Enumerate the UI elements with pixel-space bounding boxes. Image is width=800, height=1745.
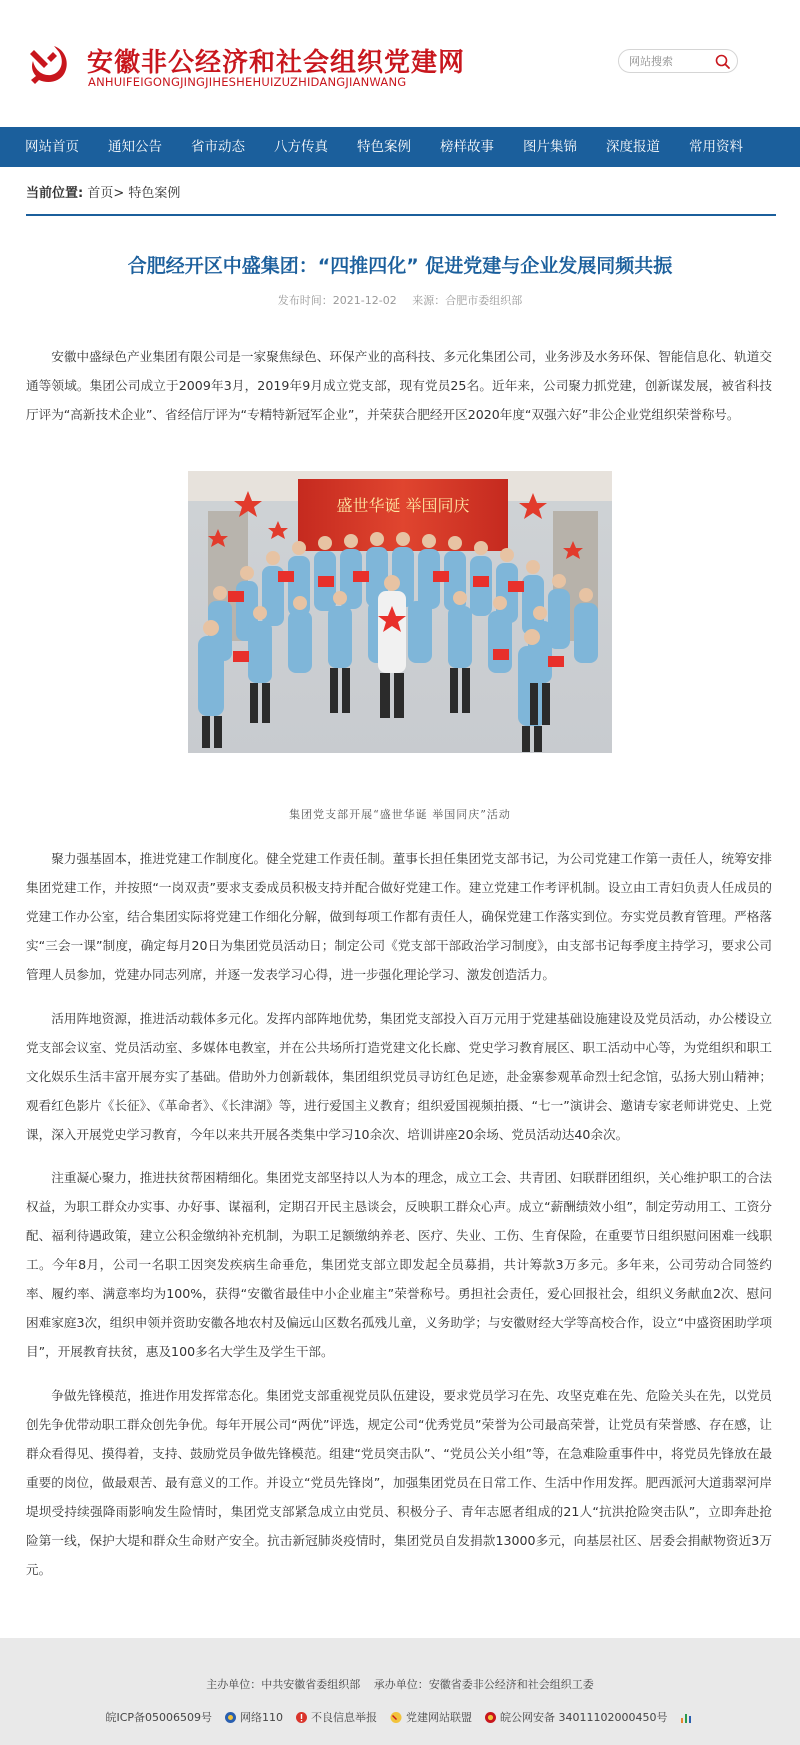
search-box: [618, 49, 738, 73]
footer-police-text: 皖公网安备 34011102000450号: [500, 1711, 668, 1724]
footer-police-link[interactable]: [484, 1709, 667, 1725]
article-intro: 安徽中盛绿色产业集团有限公司是一家聚焦绿色、环保产业的高科技、多元化集团公司，业务涉及水务环保、智能信息化、轨道交通等领域。集团公司成立于2009年3月，2019年9月成立党支部，现有党员25名。近年来，公司聚力抓党建，创新谋发展，被省科技厅评为“高新技术企业”、省经信厅评为“专精特新冠军企业”，并荣获合肥经开区2020年度“双强六好”非公企业党组织荣誉称号。: [26, 349, 772, 422]
article-paragraph-3: 注重凝心聚力，推进扶贫帮困精细化。集团党支部坚持以人为本的理念，成立工会、共青团、妇联群团组织，关心维护职工的合法权益，为职工群众办实事、办好事、谋福利，定期召开民主恳谈会，反映职工群众心声。成立“薪酬绩效小组”，制定劳动用工、工资分配、福利待遇政策，建立公积金缴纳补充机制，为职工足额缴纳养老、医疗、失业、工伤、生育保险，在重要节日组织慰问困难一线职工。今年8月，公司一名职工因突发疾病生命垂危，集团党支部立即发起全员募捐，共计筹款3万多元。多年来，公司劳动合同签约率、履约率、满意率均为100%，获得“安徽省最佳中小企业雇主”荣誉称号。勇担社会责任，爱心回报社会，组织义务献血2次、慰问困难家庭3次，组织申领并资助安徽各地农村及偏远山区数名孤残儿童，义务助学；与安徽财经大学等高校合作，设立“中盛资困助学项目”，开展教育扶贫，惠及100多名大学生及学生干部。: [26, 1170, 772, 1359]
footer-stats-link[interactable]: [680, 1711, 695, 1724]
publish-date: [278, 294, 397, 307]
footer-organizer: 承办单位：安徽省委非公经济和社会组织工委: [373, 1678, 594, 1691]
public-security-icon: [484, 1711, 497, 1724]
search-icon[interactable]: [714, 53, 731, 70]
article-title: 合肥经开区中盛集团：“四推四化” 促进党建与企业发展同频共振: [127, 255, 673, 277]
nav-item-fax[interactable]: 八方传真: [274, 139, 328, 155]
breadcrumb-separator: >: [113, 186, 125, 201]
footer-icp-text: 皖ICP备05006509号: [105, 1711, 213, 1724]
nav-item-role-models[interactable]: 榜样故事: [440, 139, 494, 155]
footer-links: [0, 1709, 800, 1725]
footer-net110-link[interactable]: [224, 1709, 283, 1725]
main-nav: [0, 127, 800, 167]
nav-item-gallery[interactable]: 图片集锦: [523, 139, 577, 155]
party-emblem-small-icon: [389, 1711, 403, 1724]
stats-chart-icon: [680, 1711, 692, 1724]
breadcrumb-home[interactable]: 首页: [87, 186, 114, 201]
footer-report-text: 不良信息举报: [311, 1711, 378, 1724]
article-source: [412, 294, 522, 307]
site-header: [0, 0, 800, 127]
site-title[interactable]: 安徽非公经济和社会组织党建网: [87, 48, 466, 78]
police-badge-icon: [224, 1711, 237, 1724]
photo-caption: 集团党支部开展“盛世华诞 举国同庆”活动: [289, 808, 511, 821]
group-photo-image: [188, 471, 612, 753]
breadcrumb: [26, 182, 180, 201]
nav-item-in-depth[interactable]: 深度报道: [606, 139, 660, 155]
nav-item-notices[interactable]: 通知公告: [108, 139, 162, 155]
footer-organizers: [0, 1676, 800, 1692]
article-source-value: 合肥市委组织部: [445, 294, 523, 307]
site-pinyin: ANHUIFEIGONGJINGJIHESHEHUIZUZHIDANGJIANWANG: [88, 75, 407, 89]
breadcrumb-label: 当前位置:: [26, 186, 84, 201]
nav-item-resources[interactable]: 常用资料: [689, 139, 743, 155]
footer-party-site-link[interactable]: [389, 1709, 472, 1725]
breadcrumb-divider: [26, 214, 776, 216]
search-input[interactable]: [629, 53, 713, 69]
breadcrumb-current[interactable]: 特色案例: [128, 186, 181, 201]
photo-banner-text: 盛世华诞 举国同庆: [336, 496, 470, 515]
article-meta: [0, 292, 800, 308]
footer-party-site-text: 党建网站联盟: [406, 1711, 473, 1724]
publish-date-label: 发布时间：: [277, 294, 333, 307]
party-emblem-icon[interactable]: [26, 40, 76, 88]
site-footer: [0, 1638, 800, 1745]
report-icon: [295, 1711, 308, 1724]
nav-item-home[interactable]: 网站首页: [25, 139, 79, 155]
footer-net110-text: 网络110: [240, 1711, 284, 1724]
footer-report-link[interactable]: [295, 1709, 377, 1725]
article-paragraph-1: 聚力强基固本，推进党建工作制度化。健全党建工作责任制。董事长担任集团党支部书记，为公司党建工作第一责任人，统筹安排集团党建工作，并按照“一岗双责”要求支委成员积极支持并配合做好党建工作。建立党建工作考评机制。设立由工青妇负责人任成员的党建工作办公室，结合集团实际将党建工作细化分解，做到每项工作都有责任人，确保党建工作落实到位。夯实党员教育管理。严格落实“三会一课”制度，确定每月20日为集团党员活动日；制定公司《党支部干部政治学习制度》，由支部书记每季度主持学习，要求公司管理人员参加，党建办同志列席，并逐一发表学习心得，进一步强化理论学习、激发创造活力。: [26, 851, 772, 982]
publish-date-value: 2021-12-02: [332, 294, 397, 307]
article-source-label: 来源：: [412, 294, 446, 307]
article-paragraph-4: 争做先锋模范，推进作用发挥常态化。集团党支部重视党员队伍建设，要求党员学习在先、攻坚克难在先、危险关头在先，以党员创先争优带动职工群众创先争优。每年开展公司“两优”评选，规定公司“优秀党员”荣誉为公司最高荣誉，让党员有荣誉感、存在感，让群众看得见、摸得着，支持、鼓励党员争做先锋模范。组建“党员突击队”、“党员公关小组”等，在急难险重事件中，将党员先锋放在最重要的岗位，做最艰苦、最有意义的工作。并设立“党员先锋岗”，加强集团党员在日常工作、生活中作用发挥。肥西派河大道翡翠河岸堤坝受持续强降雨影响发生险情时，集团党支部紧急成立由党员、积极分子、青年志愿者组成的21人“抗洪抢险突击队”，立即奔赴抢险第一线，保护大堤和群众生命财产安全。抗击新冠肺炎疫情时，集团党员自发捐款13000多元，向基层社区、居委会捐献物资近3万元。: [26, 1388, 772, 1577]
nav-item-provincial-news[interactable]: 省市动态: [191, 139, 245, 155]
footer-icp-link[interactable]: [105, 1709, 212, 1725]
footer-host: 主办单位：中共安徽省委组织部: [206, 1678, 361, 1691]
group-photo: [188, 471, 612, 753]
nav-item-featured-cases[interactable]: 特色案例: [357, 139, 411, 155]
article-paragraph-2: 活用阵地资源，推进活动载体多元化。发挥内部阵地优势，集团党支部投入百万元用于党建基础设施建设及党员活动，办公楼设立党支部会议室、党员活动室、多媒体电教室，并在公共场所打造党建文化长廊、党史学习教育展区、职工活动中心等，为党组织和职工文化娱乐生活丰富开展夯实了基础。借助外力创新载体，集团组织党员寻访红色足迹，赴金寨参观革命烈士纪念馆，弘扬大别山精神；观看红色影片《长征》、《革命者》、《长津湖》等，进行爱国主义教育；组织爱国视频拍摄、“七一”演讲会、邀请专家老师讲党史、上党课，深入开展党史学习教育，今年以来共开展各类集中学习10余次、培训讲座20余场、党员活动达40余次。: [26, 1011, 772, 1142]
